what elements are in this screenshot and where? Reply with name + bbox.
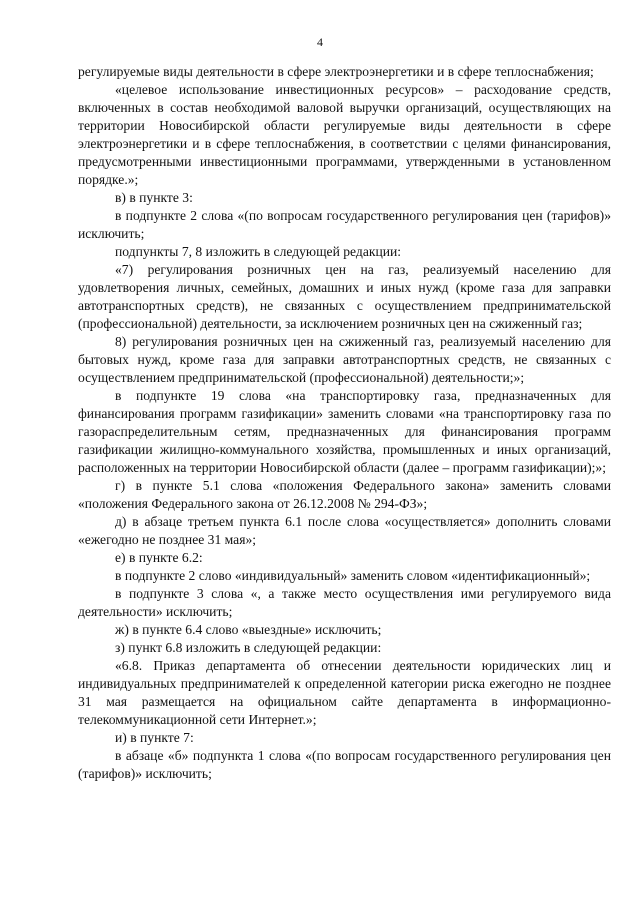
paragraph: е) в пункте 6.2: <box>115 550 203 565</box>
paragraph: «7) регулирования розничных цен на газ, реализуемый населению для удовлетворения личных, семейных, домашних и иных нужд (кроме газа для заправки автотранспортных средств), не связанных с осуществлением предпринимательской (профессиональной) деятельности, за исключением розничных цен на сжиженный газ; <box>78 262 611 331</box>
paragraph: и) в пункте 7: <box>115 730 194 745</box>
paragraph: регулируемые виды деятельности в сфере электроэнергетики и в сфере теплоснабжения; <box>78 64 594 79</box>
page-number: 4 <box>317 35 323 49</box>
paragraph: в) в пункте 3: <box>115 190 193 205</box>
paragraph: з) пункт 6.8 изложить в следующей редакции: <box>115 640 382 655</box>
paragraph: в подпункте 3 слова «, а также место осуществления ими регулируемого вида деятельности» исключить; <box>78 586 611 619</box>
paragraph: 8) регулирования розничных цен на сжиженный газ, реализуемый населению для бытовых нужд, кроме газа для заправки автотранспортных средств, не связанных с осуществлением предпринимательской (профессиональной) деятельности;»; <box>78 334 611 385</box>
paragraph: д) в абзаце третьем пункта 6.1 после слова «осуществляется» дополнить словами «ежегодно не позднее 31 мая»; <box>78 514 611 547</box>
paragraph: подпункты 7, 8 изложить в следующей редакции: <box>115 244 402 259</box>
paragraph: в абзаце «б» подпункта 1 слова «(по вопросам государственного регулирования цен (тарифов)» исключить; <box>78 748 611 781</box>
paragraph: в подпункте 2 слова «(по вопросам государственного регулирования цен (тарифов)» исключить; <box>78 208 611 241</box>
document-body <box>78 63 611 783</box>
paragraph: «6.8. Приказ департамента об отнесении деятельности юридических лиц и индивидуальных предпринимателей к определенной категории риска ежегодно не позднее 31 мая размещается на официальном сайте департамента в информационно-телекоммуникационной сети Интернет.»; <box>78 658 611 727</box>
paragraph: ж) в пункте 6.4 слово «выездные» исключить; <box>115 622 382 637</box>
paragraph: «целевое использование инвестиционных ресурсов» – расходование средств, включенных в состав необходимой валовой выручки организаций, осуществляющих на территории Новосибирской области регулируемые виды деятельности в сфере электроэнергетики и в сфере теплоснабжения, в соответствии с целями финансирования, предусмотренными инвестиционными программами, утвержденными в установленном порядке.»; <box>78 82 611 187</box>
paragraph: г) в пункте 5.1 слова «положения Федерального закона» заменить словами «положения Федерального закона от 26.12.2008 № 294-ФЗ»; <box>78 478 611 511</box>
paragraph: в подпункте 19 слова «на транспортировку газа, предназначенных для финансирования программ газификации» заменить словами «на транспортировку газа по газораспределительным сетям, предназначенных для финансирования программ газификации жилищно-коммунального хозяйства, промышленных и иных организаций, расположенных на территории Новосибирской области (далее – программ газификации);»; <box>78 388 611 475</box>
paragraph: в подпункте 2 слово «индивидуальный» заменить словом «идентификационный»; <box>115 568 591 583</box>
